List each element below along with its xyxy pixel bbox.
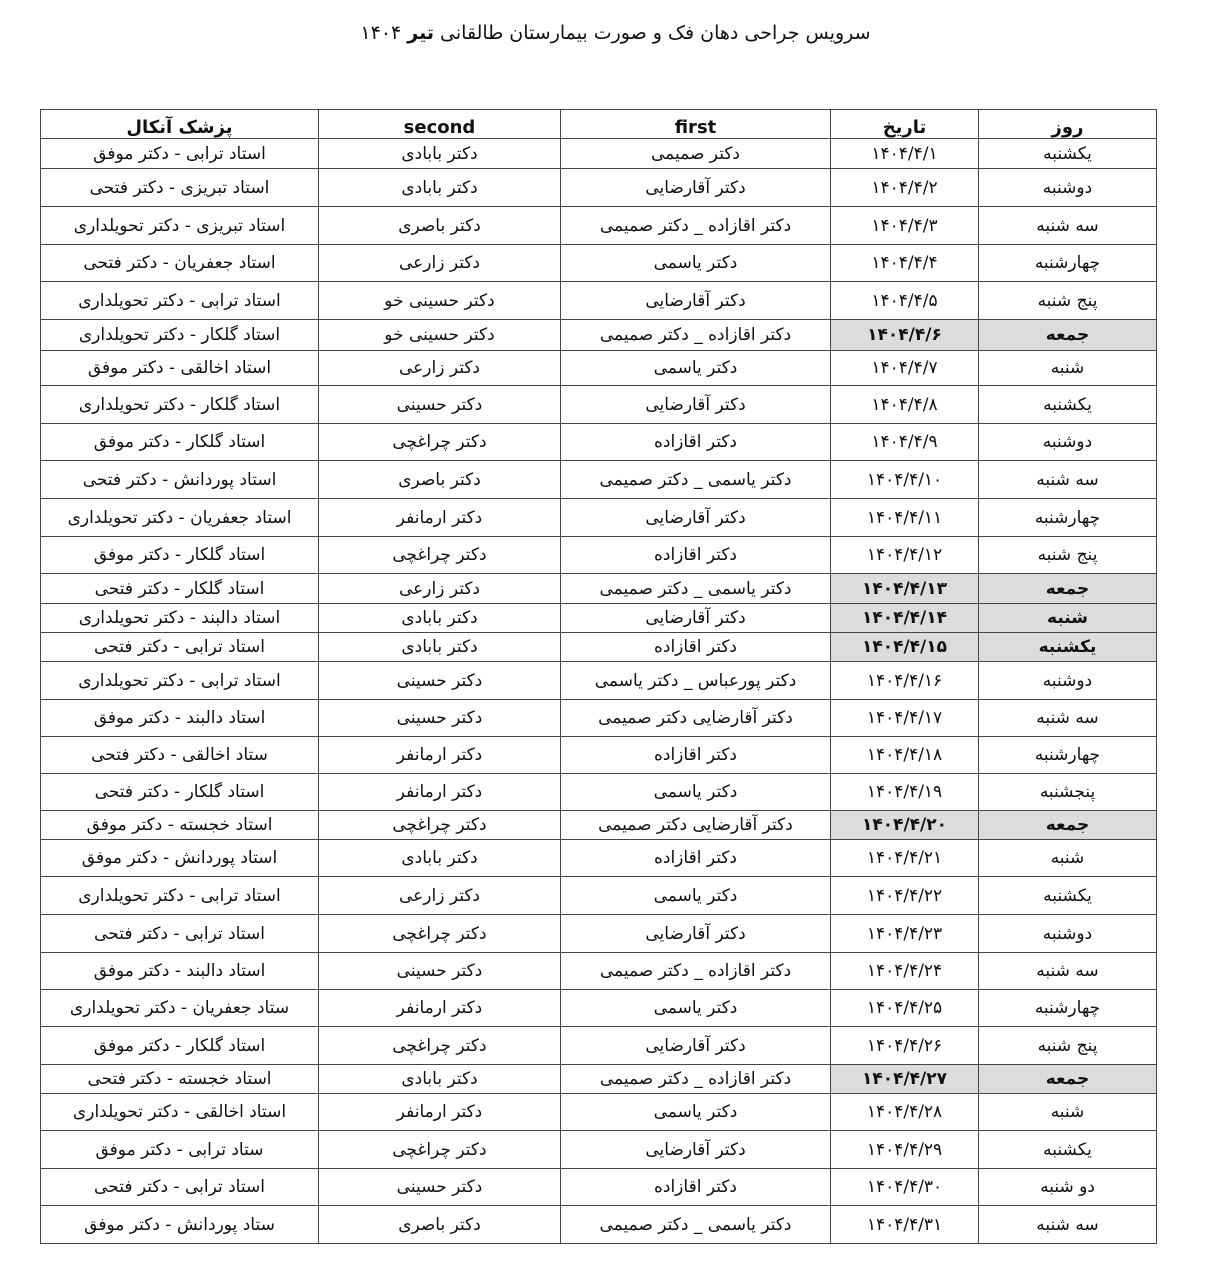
cell-first: دکتر آقارضایی: [561, 499, 831, 537]
cell-day: پنج شنبه: [979, 537, 1157, 574]
cell-on-call: استاد گلکار - دکتر تحویلداری: [41, 320, 319, 351]
cell-date: ۱۴۰۴/۴/۲۱: [831, 840, 979, 877]
table-row: [41, 537, 1157, 574]
cell-day: پنج شنبه: [979, 1027, 1157, 1065]
cell-date: ۱۴۰۴/۴/۱: [831, 139, 979, 169]
title-month: تیر: [407, 22, 434, 44]
cell-day: شنبه: [979, 1094, 1157, 1131]
cell-first: دکتر یاسمی: [561, 351, 831, 386]
cell-day: جمعه: [979, 574, 1157, 604]
header-date: تاریخ: [831, 110, 979, 139]
cell-day: دوشنبه: [979, 915, 1157, 953]
cell-on-call: استاد دالبند - دکتر موفق: [41, 953, 319, 990]
cell-second: دکتر ارمانفر: [319, 990, 561, 1027]
cell-on-call: استاد تبریزی - دکتر تحویلداری: [41, 207, 319, 245]
cell-on-call: ستاد ترابی - دکتر موفق: [41, 1131, 319, 1169]
title-year: ۱۴۰۴: [360, 22, 402, 44]
cell-date: ۱۴۰۴/۴/۲۷: [831, 1065, 979, 1094]
cell-first: دکتر آقارضایی: [561, 169, 831, 207]
cell-on-call: استاد اخالقی - دکتر موفق: [41, 351, 319, 386]
table-row: [41, 953, 1157, 990]
table-row: [41, 737, 1157, 774]
cell-first: دکتر آقارضایی: [561, 1131, 831, 1169]
cell-second: دکتر باصری: [319, 461, 561, 499]
cell-on-call: استاد ترابی - دکتر تحویلداری: [41, 282, 319, 320]
table-row: [41, 990, 1157, 1027]
header-row: [41, 110, 1157, 139]
cell-second: دکتر چراغچی: [319, 1131, 561, 1169]
cell-first: دکتر اقازاده: [561, 840, 831, 877]
header-second: second: [319, 110, 561, 139]
cell-second: دکتر چراغچی: [319, 915, 561, 953]
table-row: [41, 1027, 1157, 1065]
cell-day: جمعه: [979, 320, 1157, 351]
cell-day: سه شنبه: [979, 207, 1157, 245]
cell-day: یکشنبه: [979, 1131, 1157, 1169]
cell-first: دکتر یاسمی: [561, 990, 831, 1027]
table-row: [41, 700, 1157, 737]
cell-first: دکتر یاسمی _ دکتر صمیمی: [561, 461, 831, 499]
table-row: [41, 169, 1157, 207]
cell-day: پنجشنبه: [979, 774, 1157, 811]
cell-date: ۱۴۰۴/۴/۱۰: [831, 461, 979, 499]
cell-second: دکتر حسینی: [319, 1169, 561, 1206]
cell-date: ۱۴۰۴/۴/۲: [831, 169, 979, 207]
cell-first: دکتر آقارضایی دکتر صمیمی: [561, 700, 831, 737]
table-row: [41, 386, 1157, 424]
title-text: سرویس جراحی دهان فک و صورت بیمارستان طالقانی: [440, 22, 871, 44]
table-row: [41, 424, 1157, 461]
cell-date: ۱۴۰۴/۴/۱۶: [831, 662, 979, 700]
cell-first: دکتر آقارضایی: [561, 282, 831, 320]
table-row: [41, 877, 1157, 915]
cell-on-call: استاد ترابی - دکتر فتحی: [41, 1169, 319, 1206]
cell-date: ۱۴۰۴/۴/۴: [831, 245, 979, 282]
cell-day: جمعه: [979, 1065, 1157, 1094]
cell-day: سه شنبه: [979, 700, 1157, 737]
page-title: [0, 22, 1231, 44]
cell-first: دکتر پورعباس _ دکتر یاسمی: [561, 662, 831, 700]
cell-day: شنبه: [979, 604, 1157, 633]
table-row: [41, 1169, 1157, 1206]
cell-second: دکتر باصری: [319, 207, 561, 245]
table-row: [41, 633, 1157, 662]
cell-first: دکتر یاسمی: [561, 245, 831, 282]
cell-on-call: استاد پوردانش - دکتر موفق: [41, 840, 319, 877]
cell-second: دکتر حسینی: [319, 700, 561, 737]
table-row: [41, 245, 1157, 282]
cell-second: دکتر بابادی: [319, 840, 561, 877]
cell-day: سه شنبه: [979, 1206, 1157, 1244]
cell-on-call: استاد گلکار - دکتر فتحی: [41, 574, 319, 604]
cell-on-call: استاد تبریزی - دکتر فتحی: [41, 169, 319, 207]
cell-on-call: استاد اخالقی - دکتر تحویلداری: [41, 1094, 319, 1131]
table-row: [41, 774, 1157, 811]
cell-second: دکتر حسینی: [319, 662, 561, 700]
cell-date: ۱۴۰۴/۴/۹: [831, 424, 979, 461]
cell-date: ۱۴۰۴/۴/۲۳: [831, 915, 979, 953]
cell-first: دکتر صمیمی: [561, 139, 831, 169]
cell-date: ۱۴۰۴/۴/۳۰: [831, 1169, 979, 1206]
header-first: first: [561, 110, 831, 139]
cell-day: چهارشنبه: [979, 499, 1157, 537]
cell-first: دکتر یاسمی _ دکتر صمیمی: [561, 574, 831, 604]
cell-date: ۱۴۰۴/۴/۵: [831, 282, 979, 320]
header-day: روز: [979, 110, 1157, 139]
cell-second: دکتر حسینی خو: [319, 282, 561, 320]
cell-on-call: ستاد جعفریان - دکتر تحویلداری: [41, 990, 319, 1027]
cell-second: دکتر حسینی: [319, 386, 561, 424]
cell-on-call: استاد خجسته - دکتر فتحی: [41, 1065, 319, 1094]
cell-first: دکتر یاسمی: [561, 1094, 831, 1131]
cell-date: ۱۴۰۴/۴/۲۲: [831, 877, 979, 915]
schedule-body: [41, 139, 1157, 1244]
cell-day: شنبه: [979, 351, 1157, 386]
cell-second: دکتر چراغچی: [319, 1027, 561, 1065]
cell-first: دکتر آقارضایی: [561, 1027, 831, 1065]
cell-on-call: استاد جعفریان - دکتر فتحی: [41, 245, 319, 282]
cell-second: دکتر ارمانفر: [319, 737, 561, 774]
cell-second: دکتر زارعی: [319, 245, 561, 282]
cell-date: ۱۴۰۴/۴/۱۳: [831, 574, 979, 604]
table-row: [41, 811, 1157, 840]
cell-first: دکتر آقارضایی دکتر صمیمی: [561, 811, 831, 840]
cell-on-call: استاد گلکار - دکتر موفق: [41, 1027, 319, 1065]
cell-day: پنج شنبه: [979, 282, 1157, 320]
table-row: [41, 1131, 1157, 1169]
cell-on-call: استاد پوردانش - دکتر فتحی: [41, 461, 319, 499]
cell-second: دکتر حسینی خو: [319, 320, 561, 351]
cell-on-call: استاد گلکار - دکتر موفق: [41, 424, 319, 461]
cell-first: دکتر یاسمی _ دکتر صمیمی: [561, 1206, 831, 1244]
cell-on-call: ستاد اخالقی - دکتر فتحی: [41, 737, 319, 774]
cell-on-call: استاد ترابی - دکتر تحویلداری: [41, 662, 319, 700]
table-row: [41, 1094, 1157, 1131]
cell-first: دکتر یاسمی: [561, 774, 831, 811]
cell-date: ۱۴۰۴/۴/۲۰: [831, 811, 979, 840]
cell-day: دوشنبه: [979, 662, 1157, 700]
cell-first: دکتر آقارضایی: [561, 386, 831, 424]
cell-first: دکتر اقازاده: [561, 424, 831, 461]
schedule-table: [40, 109, 1157, 1244]
cell-day: دو شنبه: [979, 1169, 1157, 1206]
cell-on-call: استاد گلکار - دکتر فتحی: [41, 774, 319, 811]
cell-on-call: استاد ترابی - دکتر فتحی: [41, 633, 319, 662]
cell-on-call: استاد دالبند - دکتر موفق: [41, 700, 319, 737]
cell-day: دوشنبه: [979, 169, 1157, 207]
cell-date: ۱۴۰۴/۴/۱۱: [831, 499, 979, 537]
cell-on-call: استاد گلکار - دکتر تحویلداری: [41, 386, 319, 424]
cell-date: ۱۴۰۴/۴/۲۸: [831, 1094, 979, 1131]
cell-first: دکتر اقازاده: [561, 1169, 831, 1206]
table-row: [41, 604, 1157, 633]
cell-on-call: استاد ترابی - دکتر تحویلداری: [41, 877, 319, 915]
cell-day: شنبه: [979, 840, 1157, 877]
cell-second: دکتر بابادی: [319, 169, 561, 207]
table-row: [41, 351, 1157, 386]
cell-date: ۱۴۰۴/۴/۱۷: [831, 700, 979, 737]
cell-day: چهارشنبه: [979, 990, 1157, 1027]
cell-date: ۱۴۰۴/۴/۱۲: [831, 537, 979, 574]
cell-day: یکشنبه: [979, 633, 1157, 662]
cell-day: دوشنبه: [979, 424, 1157, 461]
cell-date: ۱۴۰۴/۴/۸: [831, 386, 979, 424]
cell-first: دکتر اقازاده _ دکتر صمیمی: [561, 207, 831, 245]
cell-day: چهارشنبه: [979, 737, 1157, 774]
cell-second: دکتر ارمانفر: [319, 499, 561, 537]
cell-day: سه شنبه: [979, 953, 1157, 990]
cell-second: دکتر ارمانفر: [319, 1094, 561, 1131]
cell-on-call: استاد ترابی - دکتر موفق: [41, 139, 319, 169]
cell-on-call: ستاد پوردانش - دکتر موفق: [41, 1206, 319, 1244]
header-on-call: پزشک آنکال: [41, 110, 319, 139]
cell-first: دکتر اقازاده: [561, 737, 831, 774]
table-row: [41, 1065, 1157, 1094]
cell-on-call: استاد خجسته - دکتر موفق: [41, 811, 319, 840]
cell-date: ۱۴۰۴/۴/۷: [831, 351, 979, 386]
table-row: [41, 139, 1157, 169]
cell-second: دکتر باصری: [319, 1206, 561, 1244]
cell-day: یکشنبه: [979, 139, 1157, 169]
cell-date: ۱۴۰۴/۴/۶: [831, 320, 979, 351]
cell-second: دکتر ارمانفر: [319, 774, 561, 811]
cell-on-call: استاد جعفریان - دکتر تحویلداری: [41, 499, 319, 537]
cell-first: دکتر اقازاده: [561, 537, 831, 574]
cell-second: دکتر چراغچی: [319, 811, 561, 840]
cell-date: ۱۴۰۴/۴/۲۹: [831, 1131, 979, 1169]
table-row: [41, 461, 1157, 499]
cell-day: سه شنبه: [979, 461, 1157, 499]
cell-first: دکتر اقازاده _ دکتر صمیمی: [561, 953, 831, 990]
cell-date: ۱۴۰۴/۴/۲۵: [831, 990, 979, 1027]
cell-second: دکتر بابادی: [319, 1065, 561, 1094]
cell-on-call: استاد ترابی - دکتر فتحی: [41, 915, 319, 953]
table-row: [41, 662, 1157, 700]
cell-second: دکتر زارعی: [319, 351, 561, 386]
cell-date: ۱۴۰۴/۴/۱۴: [831, 604, 979, 633]
cell-date: ۱۴۰۴/۴/۳: [831, 207, 979, 245]
cell-day: یکشنبه: [979, 877, 1157, 915]
cell-on-call: استاد گلکار - دکتر موفق: [41, 537, 319, 574]
cell-date: ۱۴۰۴/۴/۳۱: [831, 1206, 979, 1244]
cell-date: ۱۴۰۴/۴/۲۴: [831, 953, 979, 990]
table-row: [41, 207, 1157, 245]
cell-first: دکتر اقازاده _ دکتر صمیمی: [561, 1065, 831, 1094]
cell-day: جمعه: [979, 811, 1157, 840]
cell-second: دکتر بابادی: [319, 139, 561, 169]
cell-second: دکتر چراغچی: [319, 424, 561, 461]
table-row: [41, 499, 1157, 537]
table-row: [41, 915, 1157, 953]
cell-date: ۱۴۰۴/۴/۱۸: [831, 737, 979, 774]
cell-second: دکتر زارعی: [319, 877, 561, 915]
cell-second: دکتر حسینی: [319, 953, 561, 990]
table-row: [41, 1206, 1157, 1244]
cell-date: ۱۴۰۴/۴/۱۹: [831, 774, 979, 811]
table-row: [41, 320, 1157, 351]
cell-on-call: استاد دالبند - دکتر تحویلداری: [41, 604, 319, 633]
cell-day: یکشنبه: [979, 386, 1157, 424]
table-row: [41, 282, 1157, 320]
cell-date: ۱۴۰۴/۴/۲۶: [831, 1027, 979, 1065]
cell-first: دکتر آقارضایی: [561, 604, 831, 633]
cell-second: دکتر بابادی: [319, 604, 561, 633]
cell-first: دکتر آقارضایی: [561, 915, 831, 953]
cell-first: دکتر اقازاده: [561, 633, 831, 662]
cell-first: دکتر اقازاده _ دکتر صمیمی: [561, 320, 831, 351]
cell-second: دکتر بابادی: [319, 633, 561, 662]
table-row: [41, 840, 1157, 877]
cell-day: چهارشنبه: [979, 245, 1157, 282]
cell-date: ۱۴۰۴/۴/۱۵: [831, 633, 979, 662]
cell-second: دکتر چراغچی: [319, 537, 561, 574]
cell-first: دکتر یاسمی: [561, 877, 831, 915]
table-row: [41, 574, 1157, 604]
cell-second: دکتر زارعی: [319, 574, 561, 604]
